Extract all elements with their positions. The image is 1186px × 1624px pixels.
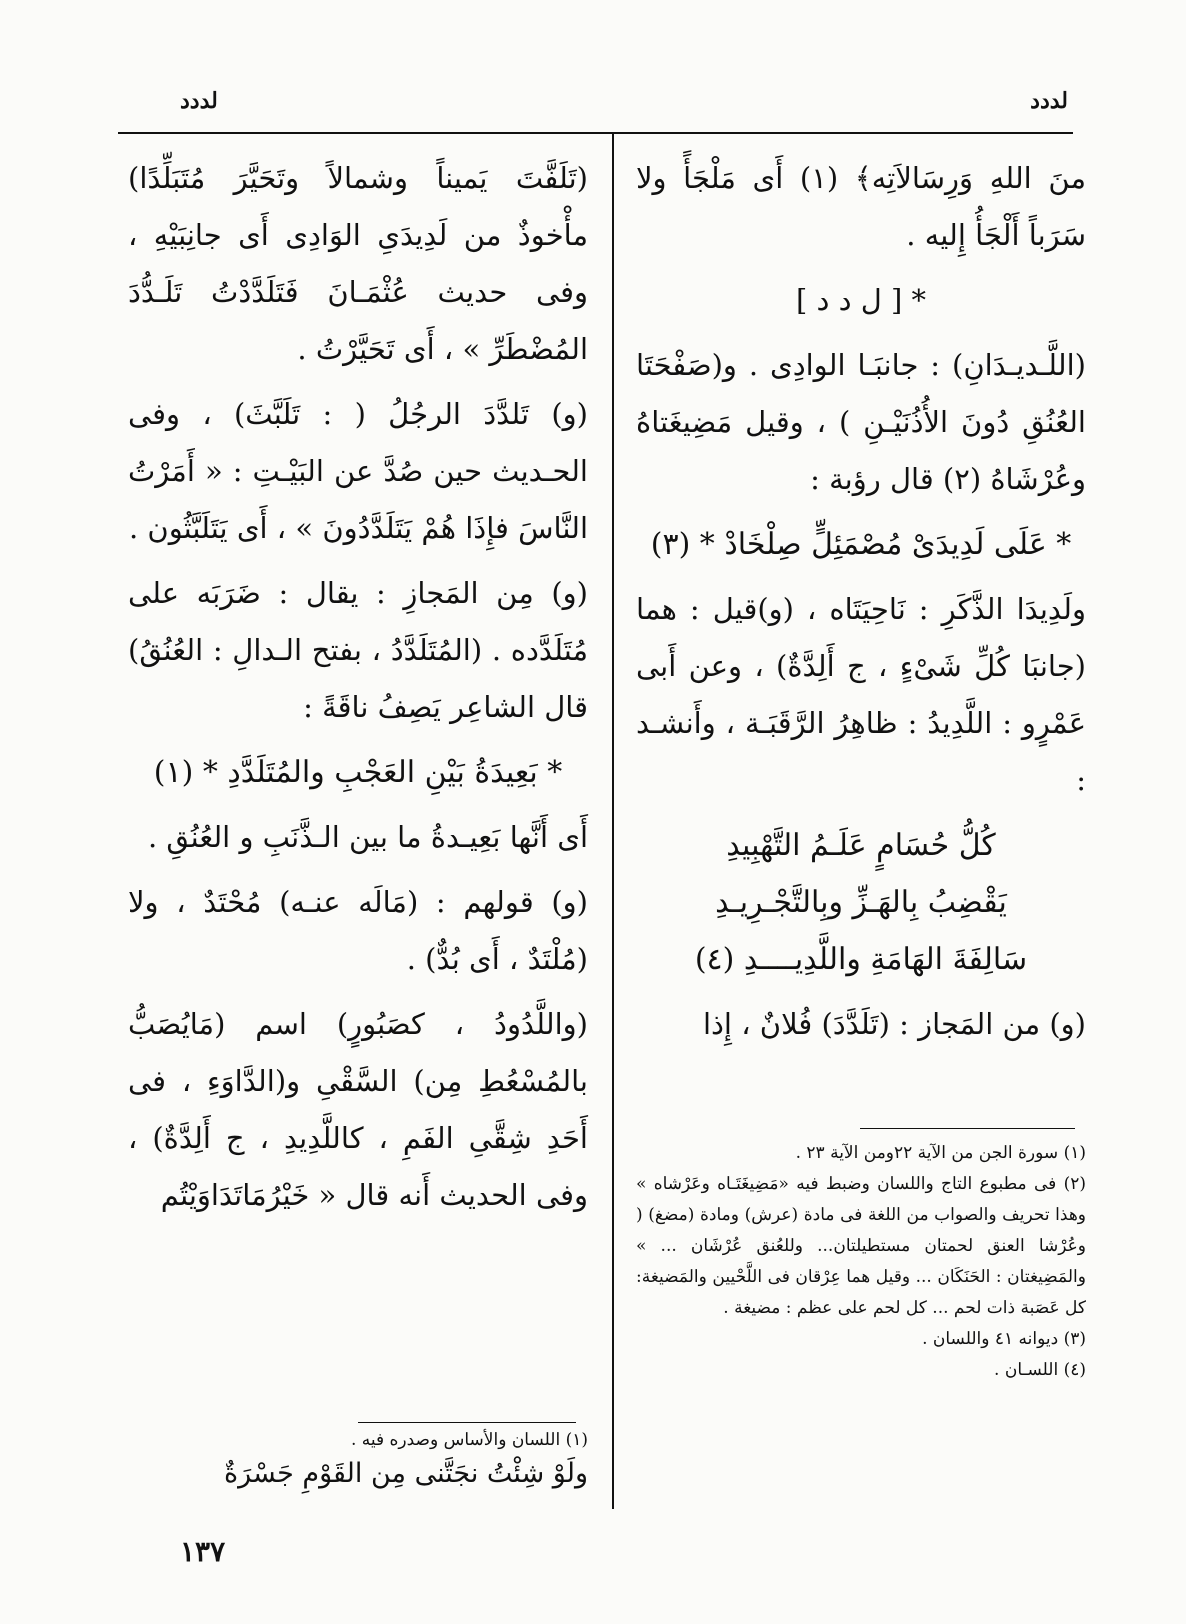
paragraph: ولَدِيدَا الذَّكَرِ : نَاحِيَتَاه ، (و)قيل : هما (جانبَا كُلِّ شَىْءٍ ، ج أَلِدَّةٌ) ، وعن أَبى عَمْرٍو : اللَّدِيدُ : ظاهِرُ الرَّقَبَـة ، وأَنشـد : bbox=[636, 592, 1086, 797]
right-column bbox=[636, 150, 1086, 1061]
running-header-right: لددد bbox=[1030, 88, 1068, 114]
footnotes-left bbox=[128, 1425, 588, 1492]
paragraph: (واللَّدُودُ ، كصَبُورٍ) اسم (مَايُصَبُّ بالمُسْعُطِ مِن) السَّقْىِ و(الدَّاوَءِ ، فى أَحَدِ شِقَّىِ الفَمِ ، كاللَّدِيدِ ، ج أَلِدَّةٌ) ، وفى الحديث أَنه قال « خَيْرُمَاتَدَاوَيْتُم bbox=[128, 1007, 588, 1212]
footnotes-right bbox=[636, 1138, 1086, 1386]
footnote-verse: ولَوْ شِئْتُ نجَتَّنى مِن القَوْمِ جَسْرَةٌ bbox=[223, 1458, 588, 1489]
column-divider bbox=[612, 134, 614, 1509]
verse-line: يَقْضِبُ بِالهَـزِّ وبِالتَّجْـرِيـدِ bbox=[715, 885, 1007, 920]
verse-line: * عَلَى لَدِيدَىْ مُصْمَئِلٍّ صِلْخَادْ * (٣) bbox=[650, 527, 1072, 562]
paragraph: أَى أَنَّها بَعِيـدةُ ما بين الـذَّنَبِ و العُنُقِ . bbox=[147, 820, 588, 854]
paragraph: (و) من المَجاز : (تَلَدَّدَ) فُلانٌ ، إِذا bbox=[702, 1007, 1086, 1041]
verse-line: كُلُّ حُسَامٍ عَلَـمُ التَّهْبِيدِ bbox=[726, 828, 996, 863]
page-number: ١٣٧ bbox=[180, 1535, 226, 1568]
paragraph: (و) قولهم : (مَالَه عنـه) مُحْتَدٌ ، ولا (مُلْتَدٌ ، أَى بُدٌّ) . bbox=[128, 885, 588, 976]
footnote: (٤) اللسـان . bbox=[994, 1360, 1086, 1380]
running-header-left: لددد bbox=[180, 88, 218, 114]
paragraph: (تَلَفَّتَ يَميناً وشمالاً وتَحَيَّرَ مُتَبَلِّدًا) مأْخوذٌ من لَدِيدَىِ الوَادِى أَى جانِبَيْهِ ، وفى حديث عُثْمَـانَ فَتَلَدَّدْتُ تَلَـدُّدَ المُضْطَرِّ » ، أَى تَحَيَّرْتُ . bbox=[128, 161, 588, 366]
paragraph: منَ اللهِ وَرِسَالاَتِه﴾ (١) أَى مَلْجَأً ولا سَرَباً أَلْجَأُ إِليه . bbox=[636, 161, 1086, 252]
footnote: (٣) ديوانه ٤١ واللسان . bbox=[922, 1329, 1086, 1349]
paragraph: (اللَّـديـدَانِ) : جانبَـا الوادِى . و(صَفْحَتَا العُنُقِ دُونَ الأُذُنَيْـنِ ) ، وقيل مَضِيغَتاهُ وعُرْشَاهُ (٢) قال رؤبة : bbox=[636, 348, 1086, 496]
verse-line: سَالِفَةَ الهَامَةِ واللَّدِيــــدِ (٤) bbox=[694, 942, 1028, 977]
footnote: (٢) فى مطبوع التاج واللسان وضبط فيه «مَضِيغَتَـاه وعَرْشاه » وهذا تحريف والصواب من اللغة فى مادة (عرش) ومادة (مضغ) ( وعُرْشا العنق لحمتان مستطيلتان... وللعُنق عُرْشَان ... » والمَضِيغتان : الحَنَكَان ... وقيل هما عِرْقان فى اللَّحْيين والمَضيغة: كل عَصَبة ذات لحم ... كل لحم على عظم : مضيغة . bbox=[636, 1174, 1086, 1318]
footnote-rule bbox=[860, 1128, 1075, 1129]
verse-line: * بَعِيدَةُ بَيْنِ العَجْبِ والمُتَلَدَّدِ * (١) bbox=[153, 755, 563, 790]
footnote: (١) سورة الجن من الآية ٢٢ومن الآية ٢٣ . bbox=[795, 1143, 1086, 1163]
entry-heading: * [ ل د د ] bbox=[795, 283, 927, 317]
footnote-rule bbox=[358, 1422, 576, 1423]
header-rule bbox=[118, 132, 1073, 134]
paragraph: (و) تَلدَّدَ الرجُلُ ( : تَلَبَّثَ) ، وفى الحـديث حين صُدَّ عن البَيْـتِ : « أَمَرْتُ النَّاسَ فإِذَا هُمْ يَتَلَدَّدُونَ » ، أَى يَتَلَبَّثُون . bbox=[128, 397, 588, 545]
footnote: (١) اللسان والأساس وصدره فيه . bbox=[350, 1430, 588, 1450]
paragraph: (و) مِن المَجازِ : يقال : ضَرَبَه على مُتَلَدَّده . (المُتَلَدَّدُ ، بفتح الـدالِ : العُنُقُ) قال الشاعِر يَصِفُ ناقَةً : bbox=[128, 576, 588, 724]
left-column bbox=[128, 150, 588, 1232]
